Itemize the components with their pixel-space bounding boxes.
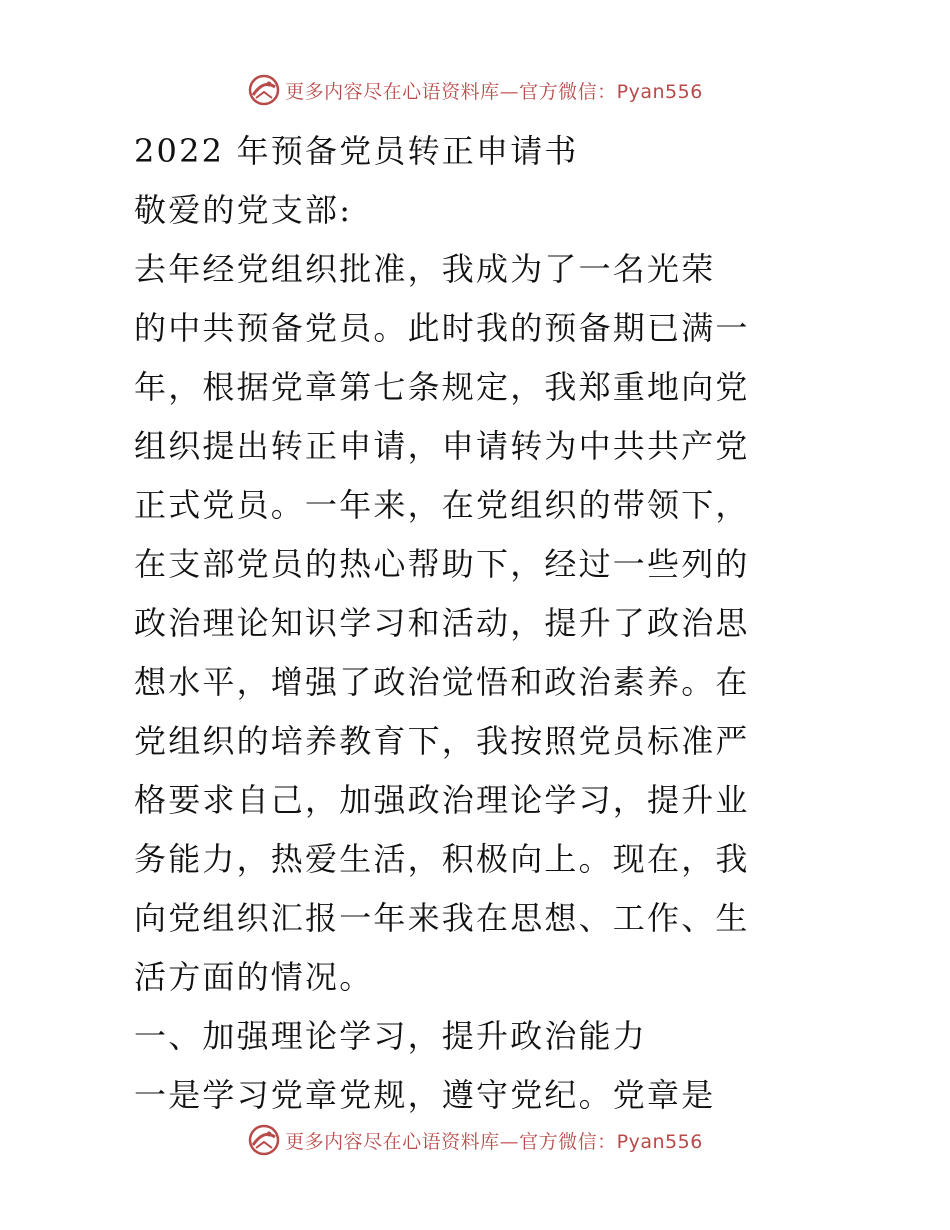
- body-line: 正式党员。一年来，在党组织的带领下，: [134, 486, 750, 524]
- book-swirl-logo-icon: [247, 73, 281, 107]
- banner-text: [285, 77, 703, 104]
- banner-wechat: 官方微信：Pyan556: [519, 1130, 703, 1153]
- banner-separator: —: [499, 1130, 520, 1153]
- footer-banner: [0, 1120, 950, 1160]
- body-line: 政治理论知识学习和活动，提升了政治思: [134, 604, 750, 642]
- document-body: [134, 122, 774, 1125]
- header-banner: [0, 70, 950, 110]
- body-line: 去年经党组织批准，我成为了一名光荣: [134, 250, 716, 288]
- book-swirl-logo-icon: [247, 1123, 281, 1157]
- banner-site-name: 更多内容尽在心语资料库: [285, 1130, 500, 1153]
- banner-text: [285, 1127, 703, 1154]
- body-line: 年，根据党章第七条规定，我郑重地向党: [134, 368, 750, 406]
- banner-separator: —: [499, 80, 520, 103]
- section-body-line: 一是学习党章党规，遵守党纪。党章是: [134, 1076, 716, 1114]
- salutation: 敬爱的党支部:: [134, 191, 353, 229]
- banner-wechat: 官方微信：Pyan556: [519, 80, 703, 103]
- body-line: 务能力，热爱生活，积极向上。现在，我: [134, 840, 750, 878]
- body-line: 格要求自己，加强政治理论学习，提升业: [134, 781, 750, 819]
- banner-site-name: 更多内容尽在心语资料库: [285, 80, 500, 103]
- body-line: 向党组织汇报一年来我在思想、工作、生: [134, 899, 750, 937]
- body-line: 想水平，增强了政治觉悟和政治素养。在: [134, 663, 750, 701]
- body-line: 组织提出转正申请，申请转为中共共产党: [134, 427, 750, 465]
- section-heading: 一、加强理论学习，提升政治能力: [134, 1017, 648, 1055]
- document-title: 2022 年预备党员转正申请书: [134, 132, 579, 170]
- body-line: 在支部党员的热心帮助下，经过一些列的: [134, 545, 750, 583]
- body-line: 的中共预备党员。此时我的预备期已满一: [134, 309, 750, 347]
- body-line: 活方面的情况。: [134, 958, 374, 996]
- body-line: 党组织的培养教育下，我按照党员标准严: [134, 722, 750, 760]
